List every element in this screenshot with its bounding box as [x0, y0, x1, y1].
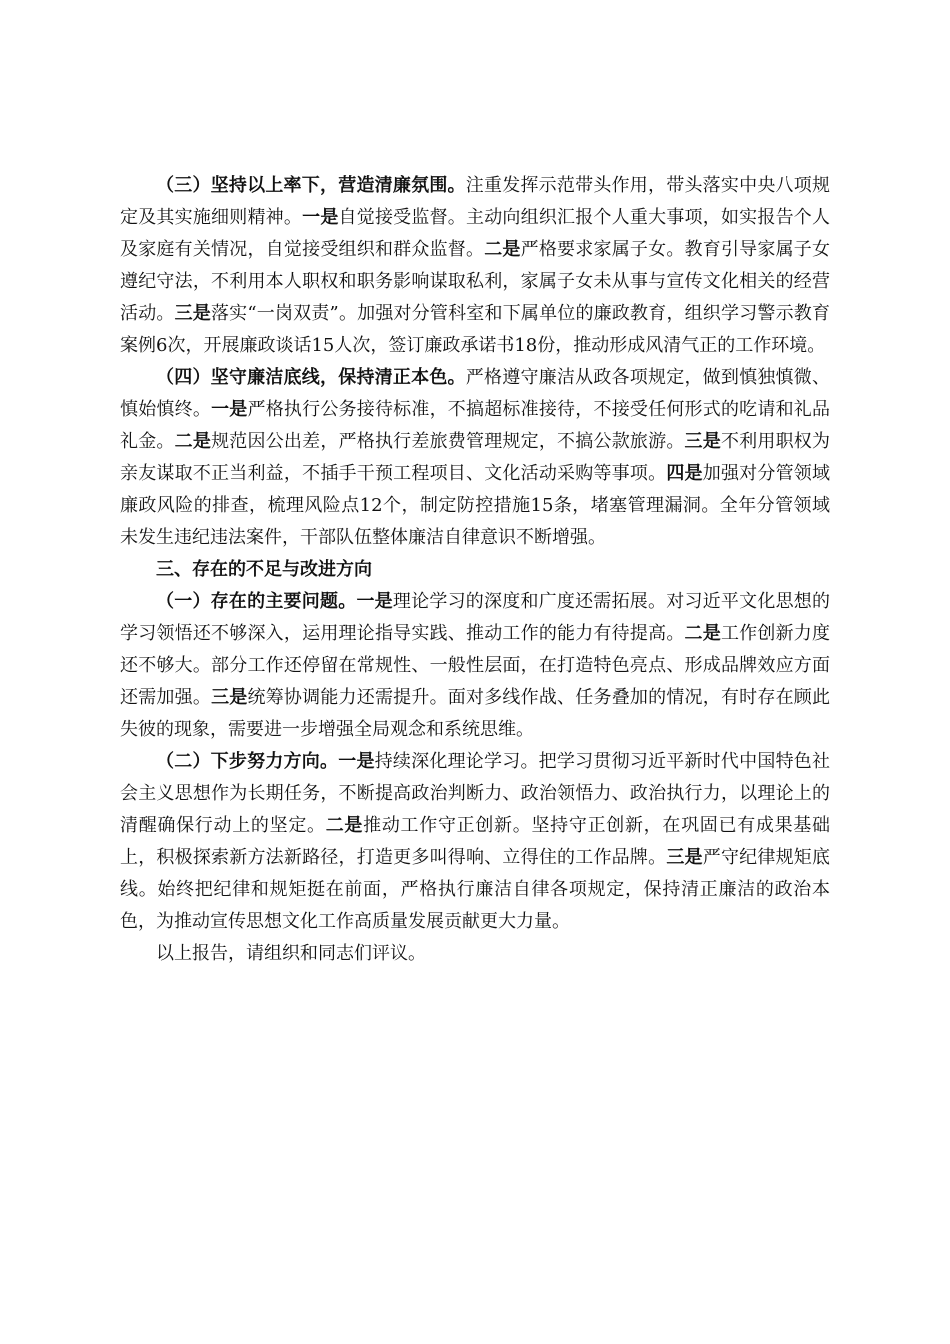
point-marker: 一是 [356, 591, 393, 612]
point-marker: 三是 [666, 847, 703, 868]
point-marker: 二是 [325, 815, 364, 836]
paragraph-title: （二）下步努力方向。 [156, 751, 339, 772]
point-marker: 三是 [684, 431, 721, 452]
paragraph-section-3-lead-by-example [120, 170, 830, 362]
paragraph-text: 工作创新力度还不够大。部分工作还停留在常规性、一般性层面，在打造特色亮点、形成品牌效应方面还需加强。 [120, 623, 831, 708]
paragraph-text: 理论学习的深度和广度还需拓展。对习近平文化思想的学习领悟还不够深入，运用理论指导实践、推动工作的能力有待提高。 [120, 591, 831, 644]
point-marker: 一是 [302, 207, 339, 228]
point-marker: 二是 [684, 623, 721, 644]
document-page [120, 170, 830, 970]
point-marker: 三是 [174, 303, 211, 324]
point-marker: 一是 [211, 399, 248, 420]
paragraph-text: 落实“一岗双责”。加强对分管科室和下属单位的廉政教育，组织学习警示教育案例6次，开展廉政谈话15人次，签订廉政承诺书18份，推动形成风清气正的工作环境。 [120, 303, 831, 356]
paragraph-text: 推动工作守正创新。坚持守正创新，在巩固已有成果基础上，积极探索新方法新路径，打造更多叫得响、立得住的工作品牌。 [120, 815, 831, 868]
paragraph-text: 严格要求家属子女。教育引导家属子女遵纪守法，不利用本人职权和职务影响谋取私利，家属子女未从事与宣传文化相关的经营活动。 [120, 239, 831, 324]
paragraph-text: 统筹协调能力还需提升。面对多线作战、任务叠加的情况，有时存在顾此失彼的现象，需要进一步增强全局观念和系统思维。 [120, 687, 831, 740]
point-marker: 四是 [666, 463, 703, 484]
paragraph-main-problems [120, 586, 830, 746]
closing-statement: 以上报告，请组织和同志们评议。 [156, 943, 426, 964]
point-marker: 三是 [211, 687, 248, 708]
paragraph-title: （三）坚持以上率下，营造清廉氛围。 [156, 175, 466, 196]
paragraph-text: 注重发挥示范带头作用，带头落实中央八项规定及其实施细则精神。 [120, 175, 831, 228]
paragraph-text: 严格执行公务接待标准，不搞超标准接待，不接受任何形式的吃请和礼品礼金。 [120, 399, 831, 452]
point-marker: 二是 [484, 239, 521, 260]
paragraph-section-4-integrity-bottom-line [120, 362, 830, 554]
paragraph-title: （一）存在的主要问题。 [156, 591, 357, 612]
paragraph-text: 规范因公出差，严格执行差旅费管理规定，不搞公款旅游。 [211, 431, 685, 452]
point-marker: 一是 [338, 751, 375, 772]
paragraph-text: 持续深化理论学习。把学习贯彻习近平新时代中国特色社会主义思想作为长期任务，不断提高政治判断力、政治领悟力、政治执行力，以理论上的清醒确保行动上的坚定。 [120, 751, 831, 836]
paragraph-text: 严守纪律规矩底线。始终把纪律和规矩挺在前面，严格执行廉洁自律各项规定，保持清正廉洁的政治本色，为推动宣传思想文化工作高质量发展贡献更大力量。 [120, 847, 831, 932]
paragraph-text: 自觉接受监督。主动向组织汇报个人重大事项，如实报告个人及家庭有关情况，自觉接受组织和群众监督。 [120, 207, 831, 260]
paragraph-next-steps [120, 746, 830, 938]
paragraph-text: 不利用职权为亲友谋取不正当利益，不插手干预工程项目、文化活动采购等事项。 [120, 431, 831, 484]
paragraph-title: （四）坚守廉洁底线，保持清正本色。 [156, 367, 466, 388]
section-heading-shortcomings: 三、存在的不足与改进方向 [156, 559, 372, 580]
paragraph-text: 严格遵守廉洁从政各项规定，做到慎独慎微、慎始慎终。 [120, 367, 831, 420]
point-marker: 二是 [174, 431, 212, 452]
paragraph-text: 加强对分管领域廉政风险的排查，梳理风险点12个，制定防控措施15条，堵塞管理漏洞。全年分管领域未发生违纪违法案件，干部队伍整体廉洁自律意识不断增强。 [120, 463, 831, 548]
